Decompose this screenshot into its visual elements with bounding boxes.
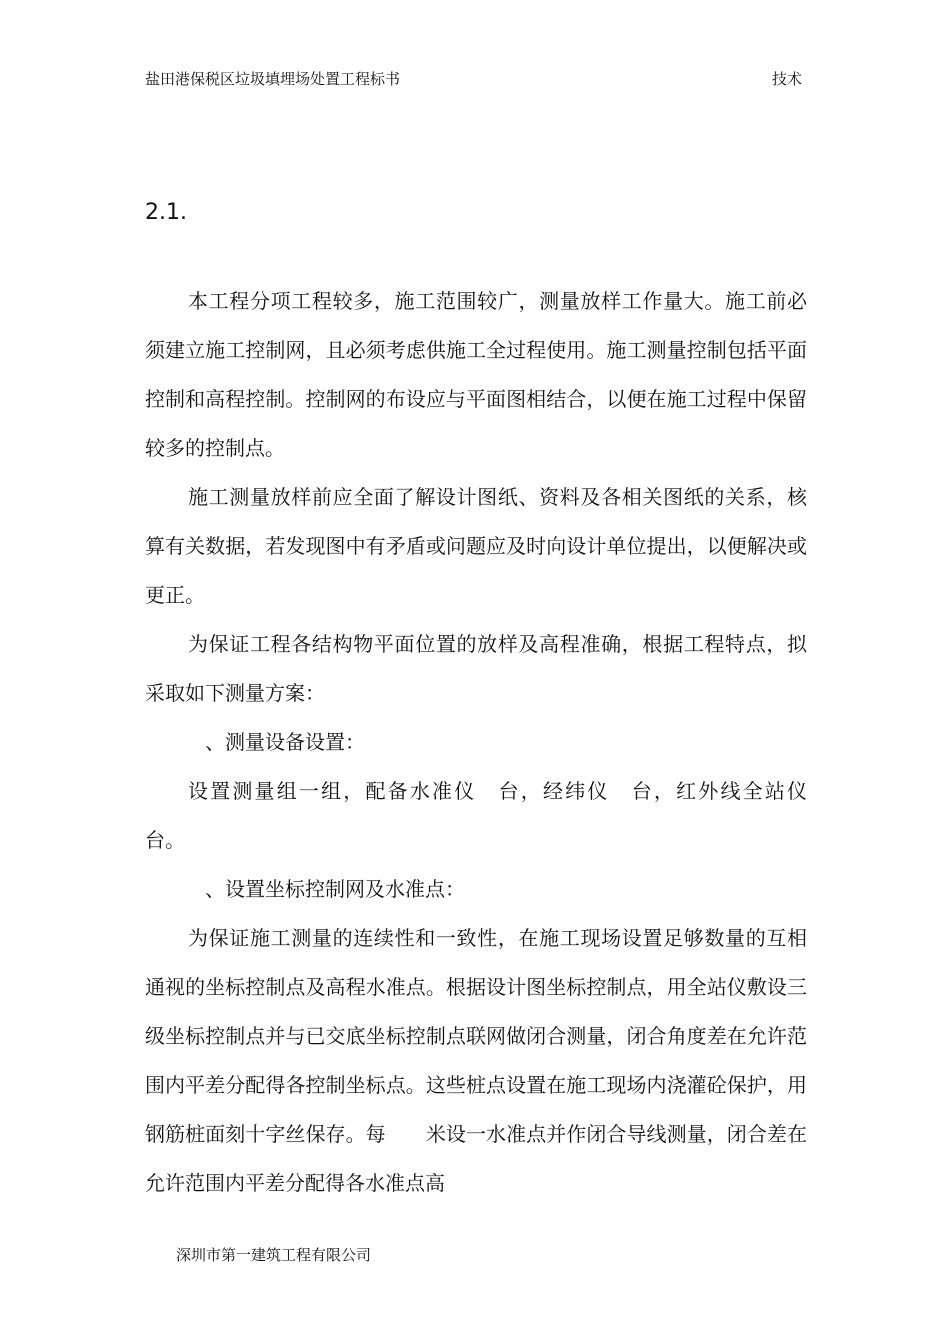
footer-company-name: 深圳市第一建筑工程有限公司 bbox=[176, 1246, 372, 1264]
paragraph-preparation: 施工测量放样前应全面了解设计图纸、资料及各相关图纸的关系，核算有关数据，若发现图中有矛盾或问题应及时向设计单位提出，以便解决或更正。 bbox=[145, 485, 807, 607]
section-number: 2.1. bbox=[145, 200, 187, 225]
paragraph-plan: 为保证工程各结构物平面位置的放样及高程准确，根据工程特点，拟采取如下测量方案： bbox=[145, 632, 807, 705]
paragraph-control-network: 为保证施工测量的连续性和一致性，在施工现场设置足够数量的互相通视的坐标控制点及高程水准点。根据设计图坐标控制点，用全站仪敷设三级坐标控制点并与已交底坐标控制点联网做闭合测量，闭合角度差在允许范围内平差分配得各控制坐标点。这些桩点设置在施工现场内浇灌砼保护，用钢筋桩面刻十字丝保存。每 米设一水准点并作闭合导线测量，闭合差在允许范围内平差分配得各水准点高 bbox=[145, 926, 807, 1195]
item-heading-equipment: 、测量设备设置： bbox=[205, 730, 365, 754]
body-text bbox=[145, 277, 827, 1208]
paragraph-intro: 本工程分项工程较多，施工范围较广，测量放样工作量大。施工前必须建立施工控制网，且必须考虑供施工全过程使用。施工测量控制包括平面控制和高程控制。控制网的布设应与平面图相结合，以便在施工过程中保留较多的控制点。 bbox=[145, 289, 807, 460]
header-document-category: 技术 bbox=[772, 70, 803, 88]
item-heading-control-network: 、设置坐标控制网及水准点： bbox=[205, 877, 465, 901]
header-document-title: 盐田港保税区垃圾填埋场处置工程标书 bbox=[145, 70, 401, 88]
paragraph-equipment: 设置测量组一组，配备水准仪 台，经纬仪 台，红外线全站仪 台。 bbox=[145, 779, 827, 852]
